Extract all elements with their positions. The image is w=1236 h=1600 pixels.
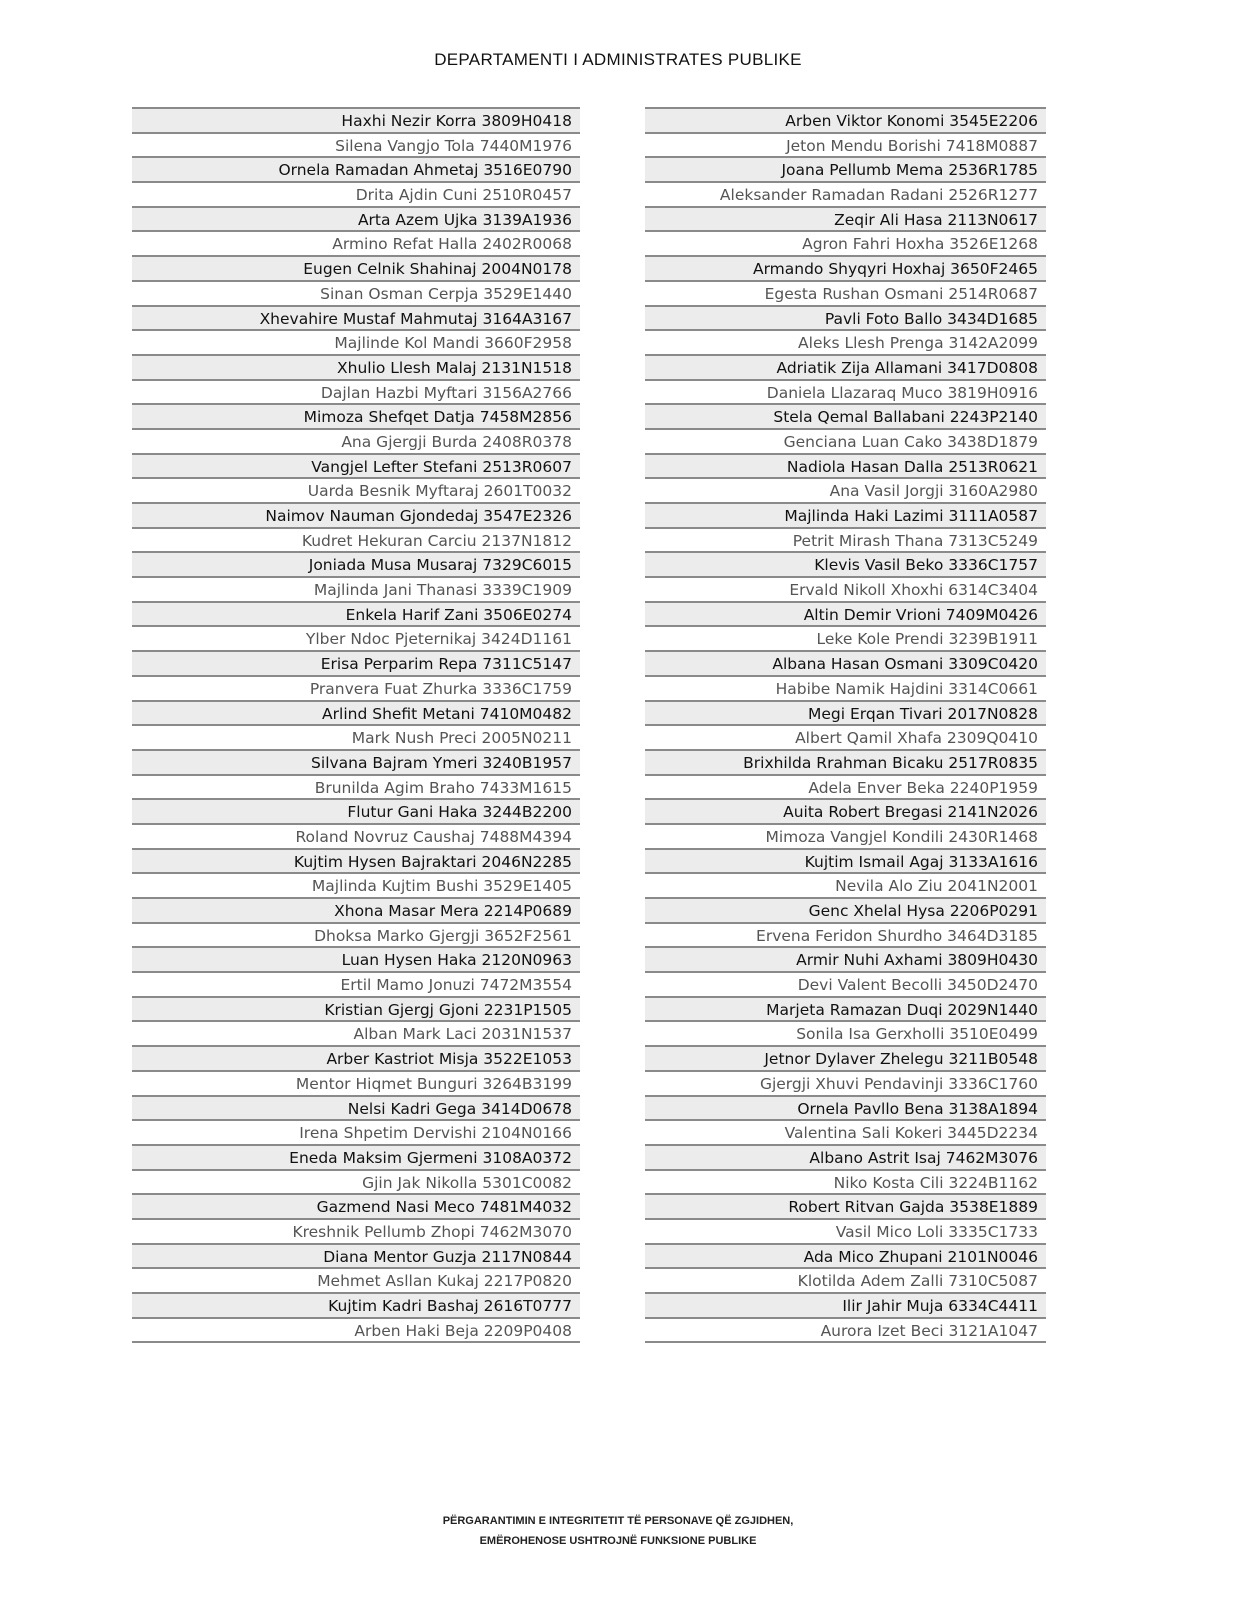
list-item: Niko Kosta Cili 3224B1162 bbox=[645, 1171, 1046, 1196]
list-item: Mimoza Shefqet Datja 7458M2856 bbox=[132, 405, 580, 430]
list-item: Egesta Rushan Osmani 2514R0687 bbox=[645, 282, 1046, 307]
list-item: Arber Kastriot Misja 3522E1053 bbox=[132, 1047, 580, 1072]
list-item: Eugen Celnik Shahinaj 2004N0178 bbox=[132, 257, 580, 282]
list-item: Pavli Foto Ballo 3434D1685 bbox=[645, 307, 1046, 332]
list-item: Kreshnik Pellumb Zhopi 7462M3070 bbox=[132, 1220, 580, 1245]
page-footer bbox=[0, 1511, 1236, 1551]
list-item: Adela Enver Beka 2240P1959 bbox=[645, 776, 1046, 801]
list-item: Daniela Llazaraq Muco 3819H0916 bbox=[645, 381, 1046, 406]
right-name-list bbox=[645, 107, 1046, 1343]
list-item: Genciana Luan Cako 3438D1879 bbox=[645, 430, 1046, 455]
list-item: Arben Viktor Konomi 3545E2206 bbox=[645, 109, 1046, 134]
list-item: Ada Mico Zhupani 2101N0046 bbox=[645, 1245, 1046, 1270]
list-item: Ana Vasil Jorgji 3160A2980 bbox=[645, 479, 1046, 504]
list-item: Aleks Llesh Prenga 3142A2099 bbox=[645, 331, 1046, 356]
list-item: Ervena Feridon Shurdho 3464D3185 bbox=[645, 924, 1046, 949]
list-item: Dhoksa Marko Gjergji 3652F2561 bbox=[132, 924, 580, 949]
footer-line-1: PËRGARANTIMIN E INTEGRITETIT TË PERSONAVE QË ZGJIDHEN, bbox=[442, 1515, 794, 1527]
list-item: Agron Fahri Hoxha 3526E1268 bbox=[645, 232, 1046, 257]
list-item: Brunilda Agim Braho 7433M1615 bbox=[132, 776, 580, 801]
list-item: Zeqir Ali Hasa 2113N0617 bbox=[645, 208, 1046, 233]
list-item: Luan Hysen Haka 2120N0963 bbox=[132, 948, 580, 973]
list-item: Silvana Bajram Ymeri 3240B1957 bbox=[132, 751, 580, 776]
list-item: Irena Shpetim Dervishi 2104N0166 bbox=[132, 1121, 580, 1146]
list-item: Enkela Harif Zani 3506E0274 bbox=[132, 603, 580, 628]
list-item: Genc Xhelal Hysa 2206P0291 bbox=[645, 899, 1046, 924]
list-item: Xhona Masar Mera 2214P0689 bbox=[132, 899, 580, 924]
list-item: Flutur Gani Haka 3244B2200 bbox=[132, 800, 580, 825]
list-item: Mark Nush Preci 2005N0211 bbox=[132, 726, 580, 751]
list-item: Silena Vangjo Tola 7440M1976 bbox=[132, 134, 580, 159]
list-item: Petrit Mirash Thana 7313C5249 bbox=[645, 529, 1046, 554]
list-item: Kudret Hekuran Carciu 2137N1812 bbox=[132, 529, 580, 554]
list-item: Xhevahire Mustaf Mahmutaj 3164A3167 bbox=[132, 307, 580, 332]
list-item: Devi Valent Becolli 3450D2470 bbox=[645, 973, 1046, 998]
list-item: Diana Mentor Guzja 2117N0844 bbox=[132, 1245, 580, 1270]
list-item: Jeton Mendu Borishi 7418M0887 bbox=[645, 134, 1046, 159]
list-item: Dajlan Hazbi Myftari 3156A2766 bbox=[132, 381, 580, 406]
list-item: Stela Qemal Ballabani 2243P2140 bbox=[645, 405, 1046, 430]
list-item: Megi Erqan Tivari 2017N0828 bbox=[645, 702, 1046, 727]
list-item: Vangjel Lefter Stefani 2513R0607 bbox=[132, 455, 580, 480]
list-item: Aurora Izet Beci 3121A1047 bbox=[645, 1319, 1046, 1344]
list-item: Haxhi Nezir Korra 3809H0418 bbox=[132, 109, 580, 134]
list-item: Gjergji Xhuvi Pendavinji 3336C1760 bbox=[645, 1072, 1046, 1097]
list-item: Nadiola Hasan Dalla 2513R0621 bbox=[645, 455, 1046, 480]
list-item: Majlinda Haki Lazimi 3111A0587 bbox=[645, 504, 1046, 529]
list-item: Sonila Isa Gerxholli 3510E0499 bbox=[645, 1022, 1046, 1047]
list-item: Gjin Jak Nikolla 5301C0082 bbox=[132, 1171, 580, 1196]
list-item: Brixhilda Rrahman Bicaku 2517R0835 bbox=[645, 751, 1046, 776]
list-item: Kujtim Hysen Bajraktari 2046N2285 bbox=[132, 850, 580, 875]
list-item: Klevis Vasil Beko 3336C1757 bbox=[645, 553, 1046, 578]
list-item: Adriatik Zija Allamani 3417D0808 bbox=[645, 356, 1046, 381]
list-item: Albano Astrit Isaj 7462M3076 bbox=[645, 1146, 1046, 1171]
list-item: Joana Pellumb Mema 2536R1785 bbox=[645, 158, 1046, 183]
list-item: Joniada Musa Musaraj 7329C6015 bbox=[132, 553, 580, 578]
list-item: Mimoza Vangjel Kondili 2430R1468 bbox=[645, 825, 1046, 850]
list-item: Eneda Maksim Gjermeni 3108A0372 bbox=[132, 1146, 580, 1171]
list-item: Kujtim Ismail Agaj 3133A1616 bbox=[645, 850, 1046, 875]
list-item: Ornela Ramadan Ahmetaj 3516E0790 bbox=[132, 158, 580, 183]
list-item: Majlinde Kol Mandi 3660F2958 bbox=[132, 331, 580, 356]
list-item: Arben Haki Beja 2209P0408 bbox=[132, 1319, 580, 1344]
list-item: Albert Qamil Xhafa 2309Q0410 bbox=[645, 726, 1046, 751]
list-item: Sinan Osman Cerpja 3529E1440 bbox=[132, 282, 580, 307]
list-item: Mentor Hiqmet Bunguri 3264B3199 bbox=[132, 1072, 580, 1097]
list-item: Aleksander Ramadan Radani 2526R1277 bbox=[645, 183, 1046, 208]
list-item: Ertil Mamo Jonuzi 7472M3554 bbox=[132, 973, 580, 998]
list-item: Habibe Namik Hajdini 3314C0661 bbox=[645, 677, 1046, 702]
list-item: Armino Refat Halla 2402R0068 bbox=[132, 232, 580, 257]
list-item: Ana Gjergji Burda 2408R0378 bbox=[132, 430, 580, 455]
list-item: Naimov Nauman Gjondedaj 3547E2326 bbox=[132, 504, 580, 529]
list-item: Roland Novruz Caushaj 7488M4394 bbox=[132, 825, 580, 850]
list-item: Kujtim Kadri Bashaj 2616T0777 bbox=[132, 1294, 580, 1319]
list-item: Xhulio Llesh Malaj 2131N1518 bbox=[132, 356, 580, 381]
list-item: Majlinda Kujtim Bushi 3529E1405 bbox=[132, 874, 580, 899]
list-item: Majlinda Jani Thanasi 3339C1909 bbox=[132, 578, 580, 603]
list-item: Leke Kole Prendi 3239B1911 bbox=[645, 627, 1046, 652]
list-item: Arta Azem Ujka 3139A1936 bbox=[132, 208, 580, 233]
list-item: Nevila Alo Ziu 2041N2001 bbox=[645, 874, 1046, 899]
list-item: Ervald Nikoll Xhoxhi 6314C3404 bbox=[645, 578, 1046, 603]
list-item: Pranvera Fuat Zhurka 3336C1759 bbox=[132, 677, 580, 702]
list-item: Albana Hasan Osmani 3309C0420 bbox=[645, 652, 1046, 677]
list-item: Armando Shyqyri Hoxhaj 3650F2465 bbox=[645, 257, 1046, 282]
page-title: DEPARTAMENTI I ADMINISTRATES PUBLIKE bbox=[434, 50, 802, 69]
list-item: Erisa Perparim Repa 7311C5147 bbox=[132, 652, 580, 677]
list-item: Valentina Sali Kokeri 3445D2234 bbox=[645, 1121, 1046, 1146]
list-item: Kristian Gjergj Gjoni 2231P1505 bbox=[132, 998, 580, 1023]
list-item: Uarda Besnik Myftaraj 2601T0032 bbox=[132, 479, 580, 504]
list-item: Vasil Mico Loli 3335C1733 bbox=[645, 1220, 1046, 1245]
list-item: Gazmend Nasi Meco 7481M4032 bbox=[132, 1195, 580, 1220]
list-item: Drita Ajdin Cuni 2510R0457 bbox=[132, 183, 580, 208]
list-item: Armir Nuhi Axhami 3809H0430 bbox=[645, 948, 1046, 973]
left-name-list bbox=[132, 107, 580, 1343]
footer-line-2: EMËROHENOSE USHTROJNË FUNKSIONE PUBLIKE bbox=[479, 1535, 757, 1547]
list-item: Marjeta Ramazan Duqi 2029N1440 bbox=[645, 998, 1046, 1023]
list-item: Klotilda Adem Zalli 7310C5087 bbox=[645, 1269, 1046, 1294]
list-item: Ornela Pavllo Bena 3138A1894 bbox=[645, 1097, 1046, 1122]
list-item: Mehmet Asllan Kukaj 2217P0820 bbox=[132, 1269, 580, 1294]
list-item: Ylber Ndoc Pjeternikaj 3424D1161 bbox=[132, 627, 580, 652]
list-item: Auita Robert Bregasi 2141N2026 bbox=[645, 800, 1046, 825]
list-item: Altin Demir Vrioni 7409M0426 bbox=[645, 603, 1046, 628]
list-item: Alban Mark Laci 2031N1537 bbox=[132, 1022, 580, 1047]
list-item: Nelsi Kadri Gega 3414D0678 bbox=[132, 1097, 580, 1122]
list-item: Jetnor Dylaver Zhelegu 3211B0548 bbox=[645, 1047, 1046, 1072]
list-item: Robert Ritvan Gajda 3538E1889 bbox=[645, 1195, 1046, 1220]
list-item: Arlind Shefit Metani 7410M0482 bbox=[132, 702, 580, 727]
list-item: Ilir Jahir Muja 6334C4411 bbox=[645, 1294, 1046, 1319]
